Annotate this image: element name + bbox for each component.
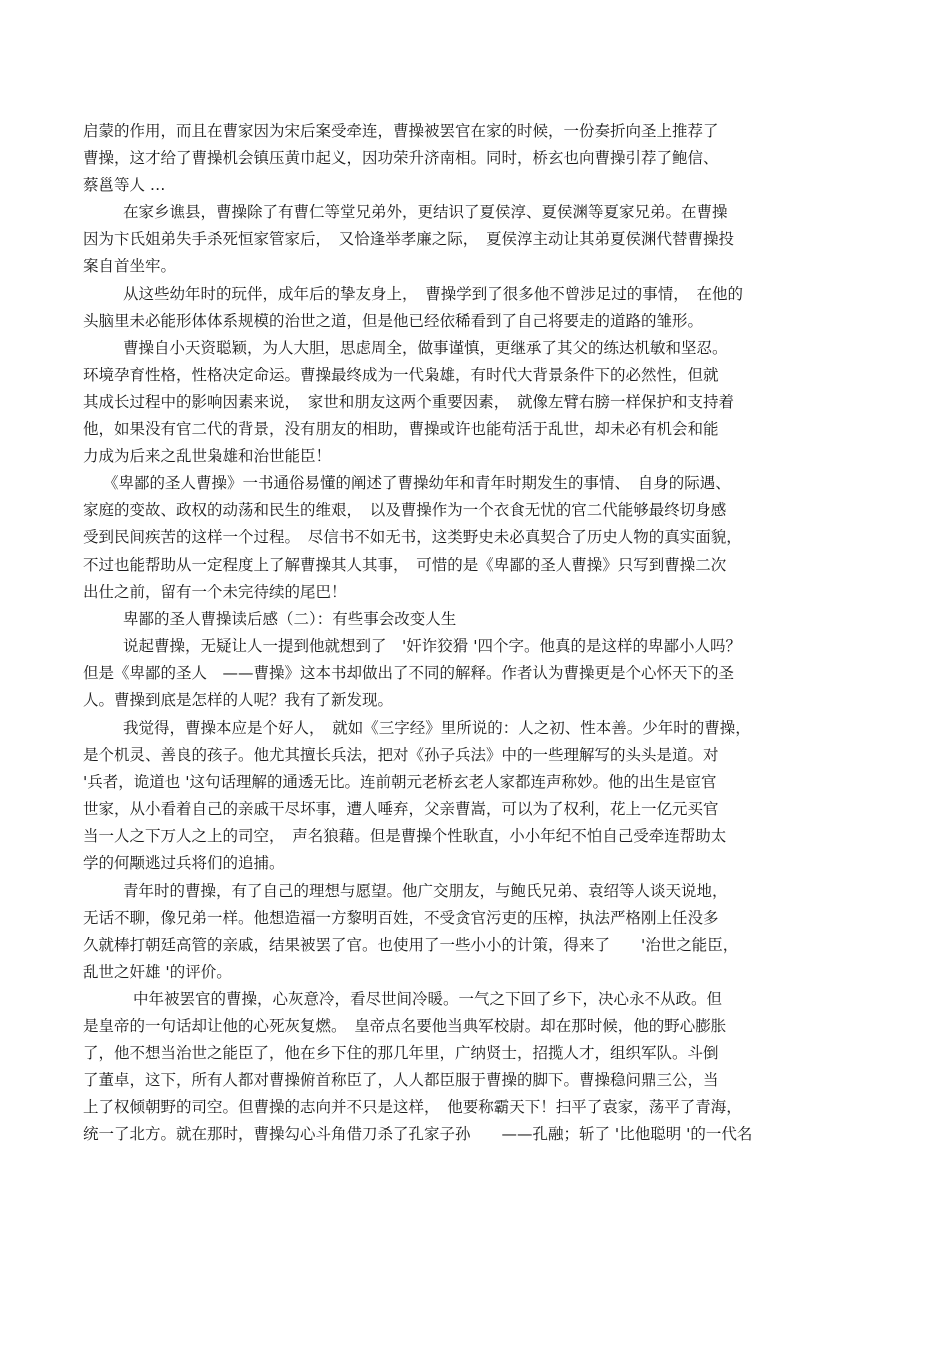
text-line: 环境孕育性格，性格决定命运。曹操最终成为一代枭雄，有时代大背景条件下的必然性，但就: [83, 366, 719, 384]
text-line: 世家，从小看着自己的亲戚干尽坏事，遭人唾弃，父亲曹嵩，可以为了权利，花上一亿元买官: [83, 800, 719, 818]
text-line: 久就棒打朝廷高管的亲戚，结果被罢了官。也使用了一些小小的计策，得来了 '治世之能臣，: [83, 936, 739, 954]
text-line: 受到民间疾苦的这样一个过程。 尽信书不如无书，这类野史未必真契合了历史人物的真实面貌，: [83, 528, 742, 546]
text-line: 因为卞氏姐弟失手杀死恒家管家后， 又恰逢举孝廉之际， 夏侯淳主动让其弟夏侯渊代替曹操投: [83, 230, 735, 248]
text-line: 我觉得，曹操本应是个好人， 就如《三字经》里所说的：人之初、性本善。少年时的曹操，: [123, 719, 751, 737]
text-line: 曹操自小天资聪颖，为人大胆，思虑周全，做事谨慎，更继承了其父的练达机敏和坚忍。: [123, 339, 728, 357]
text-line: 了，他不想当治世之能臣了，他在乡下住的那几年里，广纳贤士，招揽人才，组织军队。斗倒: [83, 1044, 719, 1062]
text-line: 出仕之前，留有一个未完待续的尾巴！: [83, 583, 347, 601]
text-line: 蔡邕等人 …: [83, 176, 166, 194]
text-line: 说起曹操，无疑让人一提到他就想到了 '奸诈狡猾 '四个字。他真的是这样的卑鄙小人吗？: [123, 637, 741, 655]
text-line: 是个机灵、善良的孩子。他尤其擅长兵法，把对《孙子兵法》中的一些理解写的头头是道。对: [83, 746, 719, 764]
text-line: '兵者，诡道也 '这句话理解的通透无比。连前朝元老桥玄老人家都连声称妙。他的出生是宦官: [83, 773, 717, 791]
text-line: 在家乡谯县，曹操除了有曹仁等堂兄弟外，更结识了夏侯淳、夏侯渊等夏家兄弟。在曹操: [123, 203, 728, 221]
text-line: 是皇帝的一句话却让他的心死灰复燃。 皇帝点名要他当典军校尉。却在那时候，他的野心膨胀: [83, 1017, 727, 1035]
text-line: 启蒙的作用，而且在曹家因为宋后案受牵连，曹操被罢官在家的时候，一份奏折向圣上推荐了: [83, 122, 719, 140]
text-line: 上了权倾朝野的司空。但曹操的志向并不只是这样， 他要称霸天下！扫平了袁家，荡平了青海，: [83, 1098, 742, 1116]
text-line: 力成为后来之乱世枭雄和治世能臣！: [83, 447, 332, 465]
text-line: 了董卓，这下，所有人都对曹操俯首称臣了，人人都臣服于曹操的脚下。曹操稳问鼎三公，当: [83, 1071, 719, 1089]
text-line: 统一了北方。就在那时，曹操勾心斗角借刀杀了孔家子孙 ——孔融；斩了 '比他聪明 '的一代名: [83, 1125, 753, 1143]
text-line: 《卑鄙的圣人曹操》一书通俗易懂的阐述了曹操幼年和青年时期发生的事情、 自身的际遇、: [103, 474, 731, 492]
text-line: 人。曹操到底是怎样的人呢？我有了新发现。: [83, 691, 394, 709]
text-line: 青年时的曹操，有了自己的理想与愿望。他广交朋友，与鲍氏兄弟、袁绍等人谈天说地，: [123, 882, 728, 900]
text-line: 卑鄙的圣人曹操读后感（二）：有些事会改变人生: [123, 610, 457, 628]
text-line: 无话不聊，像兄弟一样。他想造福一方黎明百姓，不受贪官污吏的压榨，执法严格刚上任没多: [83, 909, 719, 927]
text-line: 不过也能帮助从一定程度上了解曹操其人其事， 可惜的是《卑鄙的圣人曹操》只写到曹操二次: [83, 556, 727, 574]
text-line: 家庭的变故、政权的动荡和民生的维艰， 以及曹操作为一个衣食无忧的官二代能够最终切身感: [83, 501, 727, 519]
text-line: 乱世之奸雄 '的评价。: [83, 963, 232, 981]
text-line: 曹操，这才给了曹操机会镇压黄巾起义，因功荣升济南相。同时，桥玄也向曹操引荐了鲍信、: [83, 149, 719, 167]
text-line: 其成长过程中的影响因素来说， 家世和朋友这两个重要因素， 就像左臂右膀一样保护和支持着: [83, 393, 735, 411]
text-line: 当一人之下万人之上的司空， 声名狼藉。但是曹操个性耿直，小小年纪不怕自己受牵连帮助太: [83, 827, 727, 845]
text-line: 他，如果没有官二代的背景，没有朋友的相助，曹操或许也能苟活于乱世，却未必有机会和能: [83, 420, 719, 438]
text-line: 学的何颙逃过兵将们的追捕。: [83, 854, 285, 872]
text-line: 中年被罢官的曹操，心灰意冷，看尽世间冷暖。一气之下回了乡下，决心永不从政。但: [133, 990, 723, 1008]
text-line: 头脑里未必能形体体系规模的治世之道，但是他已经依稀看到了自己将要走的道路的雏形。: [83, 312, 704, 330]
text-line: 案自首坐牢。: [83, 257, 177, 275]
text-line: 从这些幼年时的玩伴，成年后的挚友身上， 曹操学到了很多他不曾涉足过的事情， 在他的: [123, 285, 744, 303]
text-line: 但是《卑鄙的圣人 ——曹操》这本书却做出了不同的解释。作者认为曹操更是个心怀天下的圣: [83, 664, 735, 682]
